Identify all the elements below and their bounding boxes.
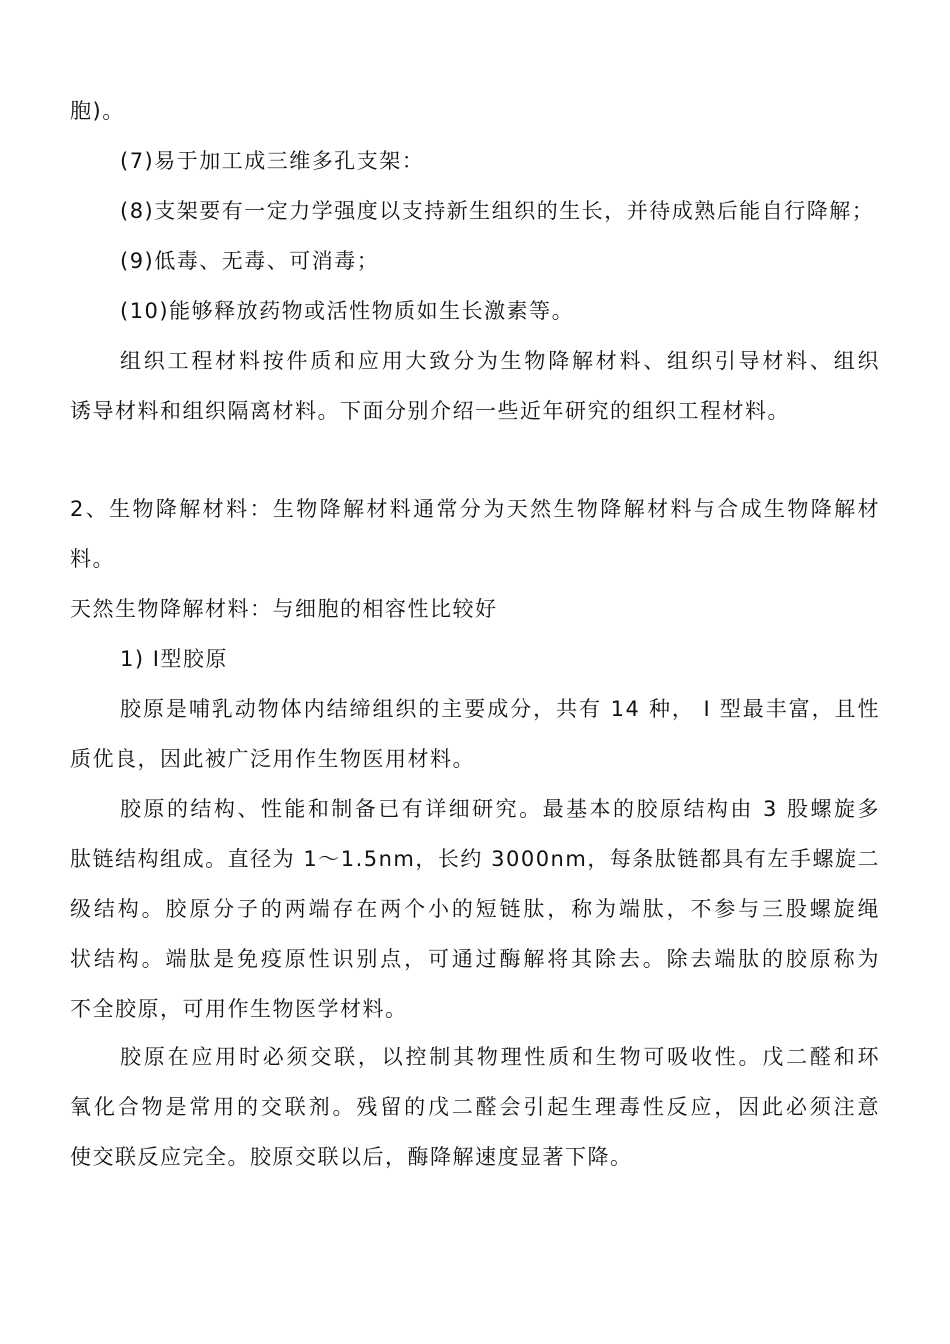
list-item-10: (10)能够释放药物或活性物质如生长激素等。	[120, 299, 575, 323]
classification-paragraph-line: 诱导材料和组织隔离材料。下面分别介绍一些近年研究的组织工程材料。	[70, 399, 790, 423]
collagen-structure-line: 胶原的结构、性能和制备已有详细研究。最基本的胶原结构由 3 股螺旋多	[120, 797, 880, 821]
list-item-9: (9)低毒、无毒、可消毒；	[120, 249, 380, 273]
collagen-paragraph-line: 胶原是哺乳动物体内结缔组织的主要成分，共有 14 种， I 型最丰富，且性	[120, 697, 880, 721]
list-item-8: (8)支架要有一定力学强度以支持新生组织的生长，并待成熟后能自行降解；	[120, 199, 875, 223]
collagen-structure-line: 不全胶原，可用作生物医学材料。	[70, 997, 408, 1021]
classification-paragraph-line: 组织工程材料按件质和应用大致分为生物降解材料、组织引导材料、组织	[120, 349, 880, 373]
collagen-crosslink-line: 使交联反应完全。胶原交联以后，酶降解速度显著下降。	[70, 1145, 633, 1169]
collagen-structure-line: 状结构。端肽是免疫原性识别点，可通过酶解将其除去。除去端肽的胶原称为	[70, 947, 880, 971]
list-item-7: (7)易于加工成三维多孔支架：	[120, 149, 425, 173]
section-heading-line: 2、生物降解材料：生物降解材料通常分为天然生物降解材料与合成生物降解材	[70, 497, 880, 521]
section-heading-line: 料。	[70, 547, 115, 571]
subheading-type1-collagen: 1) Ⅰ型胶原	[120, 647, 228, 671]
collagen-structure-line: 级结构。胶原分子的两端存在两个小的短链肽，称为端肽，不参与三股螺旋绳	[70, 897, 880, 921]
collagen-crosslink-line: 氧化合物是常用的交联剂。残留的戊二醛会引起生理毒性反应，因此必须注意	[70, 1095, 880, 1119]
collagen-paragraph-line: 质优良，因此被广泛用作生物医用材料。	[70, 747, 475, 771]
collagen-structure-line: 肽链结构组成。直径为 1～1.5nm，长约 3000nm，每条肽链都具有左手螺旋二	[70, 847, 880, 871]
collagen-crosslink-line: 胶原在应用时必须交联，以控制其物理性质和生物可吸收性。戊二醛和环	[120, 1045, 880, 1069]
natural-materials-line: 天然生物降解材料：与细胞的相容性比较好	[70, 597, 498, 621]
paragraph-continuation: 胞)。	[70, 99, 125, 123]
